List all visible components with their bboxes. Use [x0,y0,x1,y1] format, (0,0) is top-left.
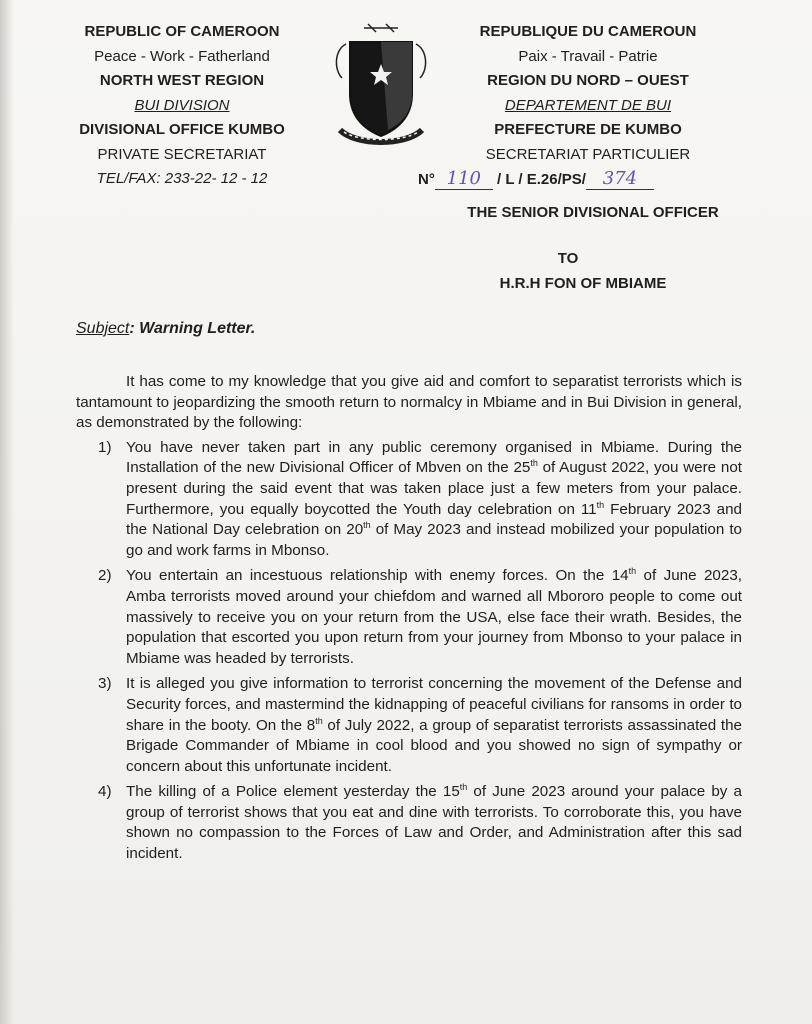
telfax: TEL/FAX: 233-22- 12 - 12 [96,170,268,187]
item-text: of July 2022, a group of separatist terrorists assassinated the Brigade Commander of Mbiame in cool blood and you showed no sign of sympathy or concern about this unfortunate incident. [126,716,742,775]
header-right [448,20,728,167]
ordinal-sup: th [596,499,605,510]
intro-paragraph: It has come to my knowledge that you give aid and comfort to separatist terrorists which is tantamount to jeopardizing the smooth return to normalcy in Mbiame and in Bui Division in general, as demonstrated by the following: [76,373,742,432]
item-text: of June 2023, Amba terrorists moved around your chiefdom and warned all Mbororo people to come out massively to receive you on your return from the USA, else face their wrath. Besides, the population that escorted you upon return from your journey from Mbonso to your palace in Mbiame was headed by terrorists. [126,567,742,667]
sender: THE SENIOR DIVISIONAL OFFICER [467,204,719,221]
item-number: 1) [98,438,112,456]
item-text: The killing of a Police element yesterday the 15 [126,783,460,801]
item-text: It is alleged you give information to terrorist concerning the movement of the Defense and Security forces, and mastermind the kidnapping of peaceful civilians for ransoms in order to share in the booty. On the 8 [126,675,742,734]
allegations-list [76,438,742,865]
ref-number-handwritten: 110 [435,168,493,190]
ordinal-sup: th [628,566,637,577]
list-item [98,438,742,562]
item-number: 2) [98,567,112,585]
item-text: You entertain an incestuous relationship with enemy forces. On the 14 [126,567,629,585]
secretariat-fr: SECRETARIAT PARTICULIER [485,145,691,163]
item-text: February 2023 and the National Day celebration on 20 [126,500,742,539]
division-en: BUI DIVISION [134,96,230,114]
ordinal-sup: th [530,458,538,469]
office-en: DIVISIONAL OFFICE KUMBO [79,121,285,138]
header-left [62,20,302,192]
recipient: H.R.H FON OF MBIAME [499,275,667,292]
subject-text: : Warning Letter. [129,320,256,337]
item-number: 4) [98,783,112,801]
ordinal-sup: th [315,715,323,726]
list-item [98,674,742,777]
to-label: TO [557,250,579,267]
ref-suffix-handwritten: 374 [586,168,654,190]
reference-number [418,168,654,190]
secretariat-en: PRIVATE SECRETARIAT [97,145,267,163]
region-en: NORTH WEST REGION [99,72,265,89]
ref-prefix: N° [418,171,435,188]
division-fr: DEPARTEMENT DE BUI [504,96,672,114]
subject-label: Subject [76,320,130,337]
coat-of-arms-emblem [326,14,436,154]
office-fr: PREFECTURE DE KUMBO [494,121,682,138]
subject-line [76,320,255,338]
country-fr: REPUBLIQUE DU CAMEROUN [479,23,697,40]
letter-body [76,372,742,870]
item-text: of June 2023 around your palace by a group of terrorist shows that you eat and dine with terrorists. To corroborate this, you have shown no compassion to the Forces of Law and Order, and Administration after this sad incident. [126,783,742,863]
ordinal-sup: th [363,520,371,531]
item-text: of August 2022, you were not present during the said event that was taken place just a few meters from your palace. Furthermore, you equally boycotted the Youth day celebration on 11 [126,459,742,518]
list-item [98,782,742,864]
motto-en: Peace - Work - Fatherland [94,47,270,65]
ref-middle: / L / E.26/PS/ [497,171,586,188]
region-fr: REGION DU NORD – OUEST [487,72,689,89]
country-en: REPUBLIC OF CAMEROON [84,23,280,40]
item-text: You have never taken part in any public ceremony organised in Mbiame. During the Installation of the new Divisional Officer of Mbven on the 25 [126,438,742,477]
page-edge-shadow [0,0,14,1024]
item-text: of May 2023 and instead mobilized your population to go and work farms in Mbonso. [126,521,742,559]
item-number: 3) [98,675,112,693]
ordinal-sup: th [459,782,468,793]
motto-fr: Paix - Travail - Patrie [518,47,658,65]
list-item [98,566,742,669]
